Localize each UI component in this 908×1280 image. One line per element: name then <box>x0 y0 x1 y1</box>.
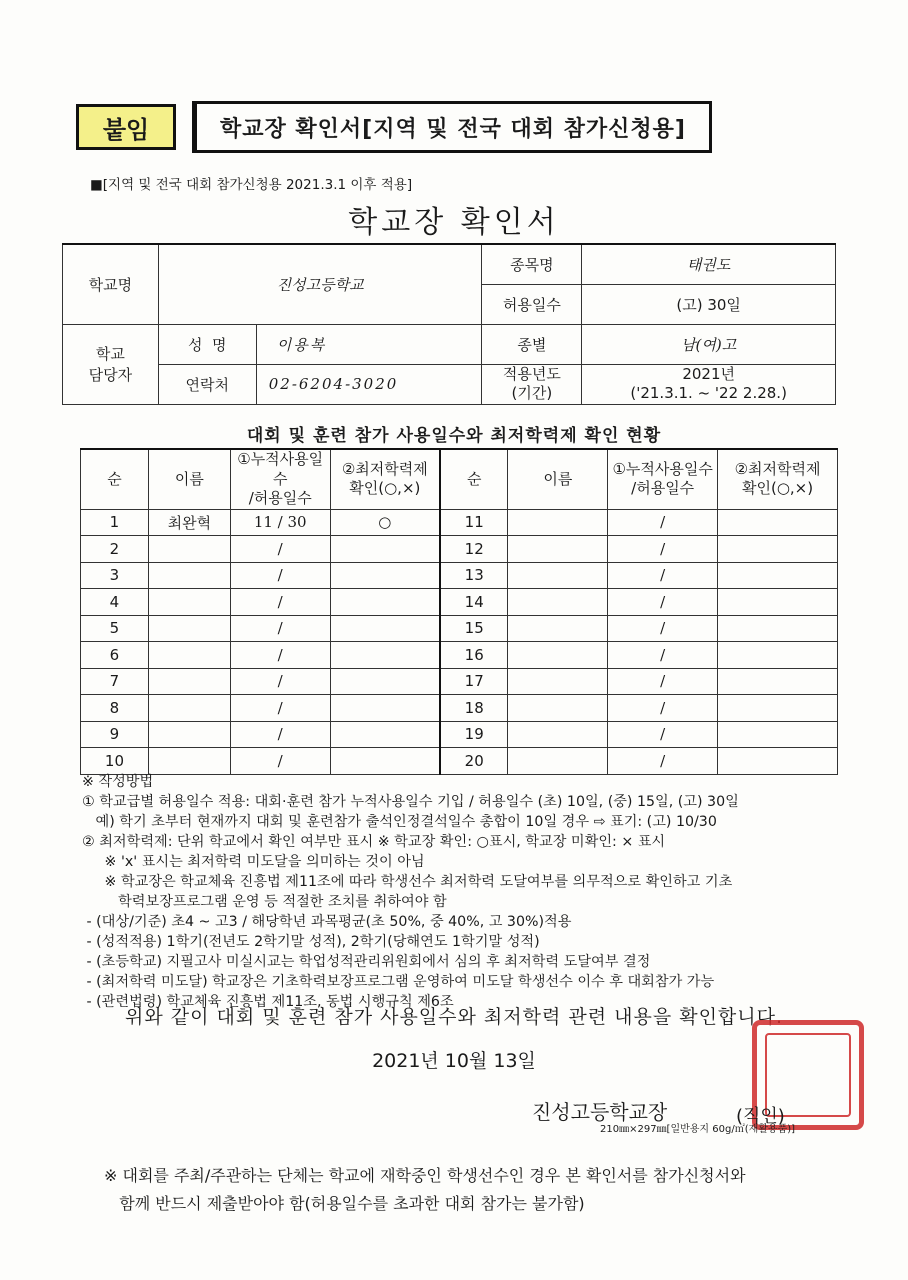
cell-name <box>508 642 608 669</box>
cell-academic <box>330 642 440 669</box>
applicability-note: ■[지역 및 전국 대회 참가신청용 2021.3.1 이후 적용] <box>90 177 413 193</box>
cell-no: 9 <box>81 721 149 748</box>
cell-no: 8 <box>81 695 149 722</box>
school-value: 진성고등학교 <box>158 244 482 324</box>
cell-no: 12 <box>440 536 508 563</box>
header-academic: ②최저학력제 확인(○,×) <box>330 449 440 509</box>
cell-name <box>508 721 608 748</box>
table-row <box>81 536 838 563</box>
cell-no: 1 <box>81 509 149 536</box>
cell-no: 6 <box>81 642 149 669</box>
manager-label: 학교 담당자 <box>63 324 159 404</box>
method-line: - (성적적용) 1학기(전년도 2학기말 성적), 2학기(당해연도 1학기말 성적) <box>82 934 540 950</box>
sport-value: 태권도 <box>582 244 836 284</box>
header-no: 순 <box>81 449 149 509</box>
cell-name <box>148 668 230 695</box>
method-lines <box>82 792 852 1012</box>
paper-spec: 210㎜×297㎜[일반용지 60g/㎡(재활용품)] <box>600 1124 796 1135</box>
cell-academic <box>718 509 838 536</box>
cell-days: / <box>230 668 330 695</box>
method-line: 예) 학기 초부터 현재까지 대회 및 훈련참가 출석인정결석일수 총합이 10일 경우 ⇨ 표기: (고) 10/30 <box>82 814 717 830</box>
cell-days: / <box>230 615 330 642</box>
cell-no: 4 <box>81 589 149 616</box>
allowed-days-value: (고) 30일 <box>582 284 836 324</box>
confirmation-text: 위와 같이 대회 및 훈련 참가 사용일수와 최저학력 관련 내용을 확인합니다. <box>124 1006 784 1028</box>
cell-days: / <box>608 642 718 669</box>
cell-name <box>508 695 608 722</box>
gender-value: 남(여)고 <box>582 324 836 364</box>
table-row <box>81 642 838 669</box>
cell-days: 11 / 30 <box>230 509 330 536</box>
cell-name <box>148 562 230 589</box>
cell-academic <box>330 668 440 695</box>
cell-days: / <box>608 748 718 775</box>
cell-no: 17 <box>440 668 508 695</box>
cell-academic <box>330 695 440 722</box>
table-row <box>81 695 838 722</box>
cell-no: 7 <box>81 668 149 695</box>
contact-label: 연락처 <box>158 364 256 404</box>
header-academic: ②최저학력제 확인(○,×) <box>718 449 838 509</box>
attachment-label: 붙임 <box>76 104 176 150</box>
table-row <box>81 562 838 589</box>
cell-name <box>148 536 230 563</box>
cell-days: / <box>230 589 330 616</box>
status-grid <box>80 448 838 775</box>
table-row <box>81 615 838 642</box>
sport-label: 종목명 <box>482 244 582 284</box>
header-no: 순 <box>440 449 508 509</box>
info-table <box>62 243 836 405</box>
cell-days: / <box>230 562 330 589</box>
allowed-days-label: 허용일수 <box>482 284 582 324</box>
footer-note <box>104 1162 746 1218</box>
cell-academic <box>718 562 838 589</box>
cell-days: / <box>608 562 718 589</box>
cell-academic <box>330 615 440 642</box>
cell-no: 10 <box>81 748 149 775</box>
footer-line: 함께 반드시 제출받아야 함(허용일수를 초과한 대회 참가는 불가함) <box>104 1194 585 1213</box>
cell-days: / <box>230 748 330 775</box>
cell-days: / <box>230 721 330 748</box>
header-days: ①누적사용일수 /허용일수 <box>608 449 718 509</box>
cell-days: / <box>608 695 718 722</box>
cell-no: 2 <box>81 536 149 563</box>
cell-name <box>148 695 230 722</box>
cell-academic <box>718 748 838 775</box>
table-row <box>81 668 838 695</box>
cell-name <box>508 589 608 616</box>
cell-academic: ○ <box>330 509 440 536</box>
cell-academic <box>330 589 440 616</box>
cell-days: / <box>608 536 718 563</box>
footer-line: ※ 대회를 주최/주관하는 단체는 학교에 재학중인 학생선수인 경우 본 확인서를 참가신청서와 <box>104 1166 746 1185</box>
contact-value: 02-6204-3020 <box>256 364 482 404</box>
cell-academic <box>330 748 440 775</box>
cell-name <box>508 615 608 642</box>
method-line: ※ 'x' 표시는 최저학력 미도달을 의미하는 것이 아님 <box>82 854 425 870</box>
seal-text: (직인) <box>736 1106 785 1127</box>
cell-name <box>508 536 608 563</box>
cell-no: 15 <box>440 615 508 642</box>
cell-no: 19 <box>440 721 508 748</box>
name-label: 성 명 <box>158 324 256 364</box>
document-heading: 학교장 확인서 <box>348 205 560 240</box>
method-line: - (관련법령) 학교체육 진흥법 제11조, 동법 시행규칙 제6조 <box>82 994 454 1010</box>
cell-days: / <box>230 536 330 563</box>
name-value: 이용복 <box>256 324 482 364</box>
header-name: 이름 <box>508 449 608 509</box>
cell-days: / <box>608 721 718 748</box>
cell-name <box>508 748 608 775</box>
cell-no: 13 <box>440 562 508 589</box>
method-title: ※ 작성방법 <box>82 774 154 790</box>
school-label: 학교명 <box>63 244 159 324</box>
cell-no: 18 <box>440 695 508 722</box>
cell-academic <box>718 642 838 669</box>
cell-no: 11 <box>440 509 508 536</box>
cell-no: 5 <box>81 615 149 642</box>
cell-name <box>148 589 230 616</box>
status-title: 대회 및 훈련 참가 사용일수와 최저학력제 확인 현황 <box>246 426 662 446</box>
cell-no: 3 <box>81 562 149 589</box>
method-line: ② 최저학력제: 단위 학교에서 확인 여부만 표시 ※ 학교장 확인: ○표시, 학교장 미확인: × 표시 <box>82 834 666 850</box>
cell-academic <box>718 695 838 722</box>
table-row <box>81 721 838 748</box>
table-row <box>81 509 838 536</box>
cell-no: 20 <box>440 748 508 775</box>
cell-days: / <box>608 589 718 616</box>
cell-days: / <box>608 668 718 695</box>
cell-days: / <box>608 615 718 642</box>
year-label: 적용년도 (기간) <box>482 364 582 404</box>
header-name: 이름 <box>148 449 230 509</box>
header-days: ①누적사용일수 /허용일수 <box>230 449 330 509</box>
period-value: ('21.3.1. ~ '22 2.28.) <box>630 384 787 402</box>
cell-name <box>508 509 608 536</box>
cell-name <box>148 615 230 642</box>
cell-academic <box>718 615 838 642</box>
cell-no: 14 <box>440 589 508 616</box>
method-line: 학력보장프로그램 운영 등 적절한 조치를 취하여야 함 <box>82 894 447 910</box>
cell-days: / <box>608 509 718 536</box>
cell-academic <box>718 536 838 563</box>
grid-body <box>81 509 838 774</box>
gender-label: 종별 <box>482 324 582 364</box>
table-row <box>81 589 838 616</box>
method-line: - (최저학력 미도달) 학교장은 기초학력보장프로그램 운영하여 미도달 학생선수 이수 후 대회참가 가능 <box>82 974 715 990</box>
cell-academic <box>330 721 440 748</box>
method-line: - (초등학교) 지필고사 미실시교는 학업성적관리위원회에서 심의 후 최저학력 도달여부 결정 <box>82 954 651 970</box>
method-line: ※ 학교장은 학교체육 진흥법 제11조에 따라 학생선수 최저학력 도달여부를 의무적으로 확인하고 기초 <box>82 874 733 890</box>
date-text: 2021년 10월 13일 <box>372 1050 536 1072</box>
cell-days: / <box>230 642 330 669</box>
cell-name <box>148 721 230 748</box>
cell-days: / <box>230 695 330 722</box>
cell-academic <box>330 562 440 589</box>
cell-academic <box>718 668 838 695</box>
cell-name <box>148 748 230 775</box>
cell-name: 최완혁 <box>148 509 230 536</box>
cell-academic <box>718 721 838 748</box>
cell-academic <box>330 536 440 563</box>
table-row <box>81 748 838 775</box>
principal-text: 진성고등학교장 <box>532 1100 668 1124</box>
cell-no: 16 <box>440 642 508 669</box>
method-line: ① 학교급별 허용일수 적용: 대회·훈련 참가 누적사용일수 기입 / 허용일수 (초) 10일, (중) 15일, (고) 30일 <box>82 794 739 810</box>
cell-name <box>508 668 608 695</box>
year-cell <box>582 364 836 404</box>
method-line: - (대상/기준) 초4 ~ 고3 / 해당학년 과목평균(초 50%, 중 40%, 고 30%)적용 <box>82 914 572 930</box>
year-value: 2021년 <box>682 364 735 383</box>
cell-name <box>148 642 230 669</box>
cell-academic <box>718 589 838 616</box>
form-title: 학교장 확인서[지역 및 전국 대회 참가신청용] <box>192 101 712 153</box>
cell-name <box>508 562 608 589</box>
writing-method <box>82 772 852 1012</box>
